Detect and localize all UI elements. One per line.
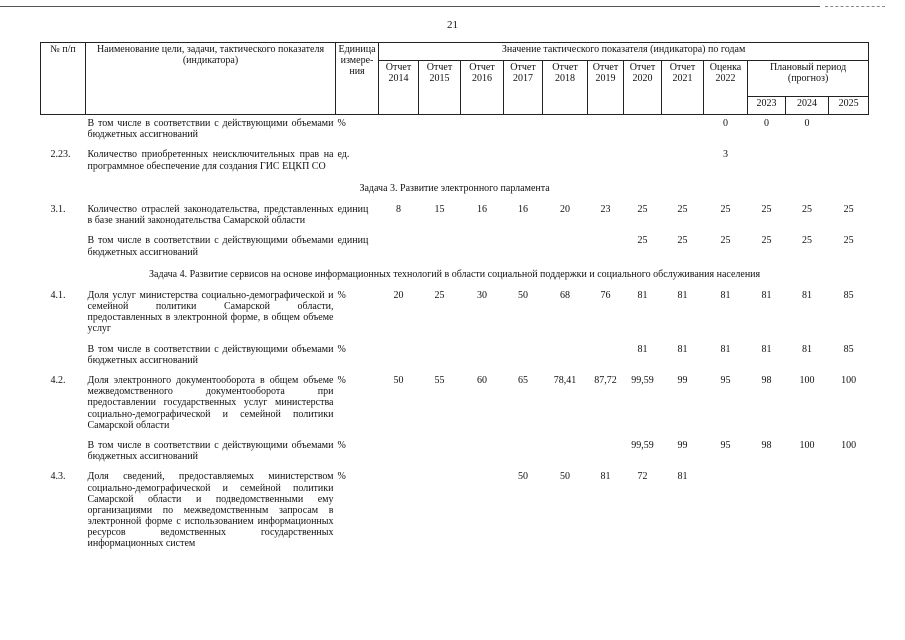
unit-cell: % (337, 439, 346, 451)
value-cell: 8 (396, 203, 401, 215)
value-cell (379, 437, 419, 468)
value-cell: 25 (677, 203, 688, 215)
row-number (41, 341, 86, 372)
value-cell: 81 (677, 289, 688, 301)
value-cell: 25 (761, 203, 772, 215)
value-cell (624, 146, 662, 177)
header-year: Отчет 2019 (588, 61, 624, 115)
value-cell (543, 232, 588, 263)
value-cell: 25 (802, 235, 812, 247)
table-row (41, 146, 869, 177)
value-cell (662, 115, 704, 147)
value-cell (419, 146, 461, 177)
value-cell: 0 (723, 118, 728, 129)
value-cell: 95 (720, 439, 731, 451)
value-cell (588, 437, 624, 468)
value-cell: 25 (843, 203, 854, 215)
value-cell (461, 232, 504, 263)
value-cell: 85 (843, 343, 854, 355)
page-number: 21 (447, 19, 458, 31)
value-cell (419, 341, 461, 372)
value-cell (748, 146, 786, 177)
value-cell: 3 (723, 149, 728, 161)
value-cell (829, 468, 869, 555)
indicator-name: Количество отраслей законодательства, представленных в базе знаний законодательства Самарской области (87, 203, 334, 227)
value-cell (588, 115, 624, 147)
row-number: 4.1. (50, 289, 66, 301)
table-row (41, 201, 869, 232)
value-cell (419, 468, 461, 555)
indicator-table (40, 42, 869, 556)
value-cell: 81 (637, 289, 648, 301)
value-cell (379, 468, 419, 555)
value-cell: 98 (761, 439, 772, 451)
value-cell (504, 341, 543, 372)
value-cell (461, 341, 504, 372)
header-year: Оценка 2022 (704, 61, 748, 115)
value-cell: 81 (677, 471, 688, 483)
value-cell: 99,59 (631, 375, 654, 386)
value-cell (419, 115, 461, 147)
value-cell: 100 (841, 375, 857, 386)
value-cell: 81 (761, 289, 772, 301)
unit-cell: % (337, 471, 346, 483)
value-cell (379, 341, 419, 372)
value-cell: 72 (637, 471, 648, 483)
value-cell: 78,41 (553, 375, 577, 386)
value-cell: 100 (799, 439, 815, 451)
value-cell: 99 (677, 375, 688, 386)
value-cell (543, 437, 588, 468)
task-heading: Задача 4. Развитие сервисов на основе информационных технологий в области социальной поддержки и социального обслуживания населения (149, 268, 761, 280)
value-cell (461, 468, 504, 555)
value-cell (461, 115, 504, 147)
value-cell (379, 146, 419, 177)
value-cell: 95 (720, 375, 731, 386)
value-cell (829, 146, 869, 177)
table-body (41, 115, 869, 556)
header-plan-period: Плановый период (прогноз) (748, 61, 869, 97)
header-year: Отчет 2018 (543, 61, 588, 115)
indicator-name: Доля электронного документооборота в общем объеме межведомственного документооборота при предоставлении государственных услуг министерства социально-демографической и семейной политики Самарской области (87, 375, 334, 431)
header-year: Отчет 2015 (419, 61, 461, 115)
value-cell (588, 232, 624, 263)
value-cell (704, 468, 748, 555)
value-cell: 55 (434, 375, 445, 386)
indicator-name: В том числе в соответствии с действующими объемами бюджетных ассигнований (87, 118, 334, 141)
indicator-name: В том числе в соответствии с действующими объемами бюджетных ассигнований (87, 343, 334, 366)
value-cell (543, 146, 588, 177)
header-year: Отчет 2021 (662, 61, 704, 115)
value-cell: 81 (720, 289, 731, 301)
value-cell: 99 (677, 439, 688, 451)
value-cell (504, 437, 543, 468)
indicator-name: Доля сведений, предоставляемых министерством социально-демографической и семейной политики Самарской области и подведомственными ему организациями по межведомственным запросам в электронной форме с использованием информационных ресурсов ведомственных государственных информационных систем (87, 471, 334, 550)
value-cell: 50 (393, 375, 404, 386)
value-cell: 99,59 (631, 439, 654, 451)
table-row (41, 287, 869, 341)
unit-cell: ед. (337, 149, 350, 161)
value-cell (543, 115, 588, 147)
value-cell: 81 (802, 289, 812, 301)
value-cell: 25 (434, 289, 445, 301)
indicator-name: Количество приобретенных неисключительных прав на программное обеспечение для создания ГИС ЕЦКП СО (87, 149, 334, 172)
value-cell: 25 (677, 235, 688, 247)
header-unit: Единица измере-ния (336, 43, 379, 115)
value-cell: 100 (841, 439, 857, 451)
value-cell (379, 232, 419, 263)
value-cell (662, 146, 704, 177)
header-year: Отчет 2014 (379, 61, 419, 115)
value-cell: 20 (560, 203, 570, 215)
value-cell: 85 (843, 289, 854, 301)
unit-cell: единиц (337, 203, 369, 215)
header-name: Наименование цели, задачи, тактического показателя (индикатора) (86, 43, 336, 115)
value-cell (419, 437, 461, 468)
indicator-name: В том числе в соответствии с действующими объемами бюджетных ассигнований (87, 439, 334, 463)
table-row (41, 468, 869, 555)
header-plan-year: 2025 (829, 97, 869, 115)
table-row (41, 341, 869, 372)
header-year: Отчет 2020 (624, 61, 662, 115)
value-cell (624, 115, 662, 147)
value-cell: 87,72 (594, 375, 617, 386)
value-cell (588, 146, 624, 177)
value-cell: 23 (600, 203, 611, 215)
value-cell: 76 (600, 289, 611, 301)
value-cell (543, 341, 588, 372)
table-row (41, 115, 869, 147)
indicator-name: В том числе в соответствии с действующими объемами бюджетных ассигнований (87, 235, 334, 258)
table-header (41, 43, 869, 115)
top-rule (0, 6, 820, 7)
value-cell (588, 341, 624, 372)
value-cell (786, 146, 829, 177)
unit-cell: % (337, 343, 346, 355)
value-cell: 81 (600, 471, 611, 483)
value-cell (504, 115, 543, 147)
value-cell (829, 115, 869, 147)
value-cell: 100 (799, 375, 815, 386)
table-row (41, 232, 869, 263)
top-rule-dashed (825, 6, 885, 7)
value-cell (504, 232, 543, 263)
header-number: № п/п (41, 43, 86, 115)
value-cell: 0 (804, 118, 810, 129)
value-cell: 81 (677, 343, 688, 355)
value-cell: 25 (802, 203, 812, 215)
unit-cell: % (337, 289, 346, 301)
value-cell: 16 (477, 203, 487, 215)
table-row (41, 437, 869, 468)
table-row (41, 372, 869, 437)
row-number: 2.23. (50, 149, 71, 161)
value-cell (504, 146, 543, 177)
value-cell: 81 (802, 343, 812, 355)
value-cell: 60 (477, 375, 487, 386)
value-cell (379, 115, 419, 147)
row-number (41, 437, 86, 468)
value-cell: 98 (761, 375, 772, 386)
unit-cell: единиц (337, 235, 369, 247)
value-cell: 0 (764, 118, 769, 129)
row-number: 4.2. (50, 375, 66, 386)
task-heading-row (41, 264, 869, 287)
value-cell: 25 (637, 203, 648, 215)
value-cell: 15 (434, 203, 445, 215)
indicator-name: Доля услуг министерства социально-демографической и семейной политики Самарской области, предоставленных в электронной форме, в общем объеме услуг (87, 289, 334, 335)
row-number: 4.3. (50, 471, 66, 483)
row-number: 3.1. (50, 203, 66, 215)
header-values: Значение тактического показателя (индикатора) по годам (379, 43, 869, 61)
row-number (41, 115, 86, 147)
unit-cell: % (337, 118, 346, 129)
unit-cell: % (337, 375, 346, 386)
header-year: Отчет 2016 (461, 61, 504, 115)
value-cell: 81 (637, 343, 648, 355)
value-cell (419, 232, 461, 263)
header-plan-year: 2023 (748, 97, 786, 115)
value-cell: 50 (518, 289, 528, 301)
value-cell: 25 (720, 203, 731, 215)
value-cell: 30 (477, 289, 487, 301)
task-heading-row (41, 178, 869, 201)
value-cell: 50 (518, 471, 528, 483)
value-cell: 25 (761, 235, 772, 247)
header-plan-year: 2024 (786, 97, 829, 115)
row-number (41, 232, 86, 263)
value-cell (748, 468, 786, 555)
value-cell: 65 (518, 375, 528, 386)
value-cell: 25 (637, 235, 648, 247)
value-cell: 68 (560, 289, 570, 301)
value-cell: 25 (720, 235, 731, 247)
value-cell (786, 468, 829, 555)
value-cell (461, 437, 504, 468)
value-cell: 25 (843, 235, 854, 247)
header-year: Отчет 2017 (504, 61, 543, 115)
value-cell (461, 146, 504, 177)
value-cell: 81 (761, 343, 772, 355)
value-cell: 20 (393, 289, 404, 301)
task-heading: Задача 3. Развитие электронного парламента (359, 182, 550, 194)
value-cell: 81 (720, 343, 731, 355)
value-cell: 16 (518, 203, 528, 215)
value-cell: 50 (560, 471, 570, 483)
